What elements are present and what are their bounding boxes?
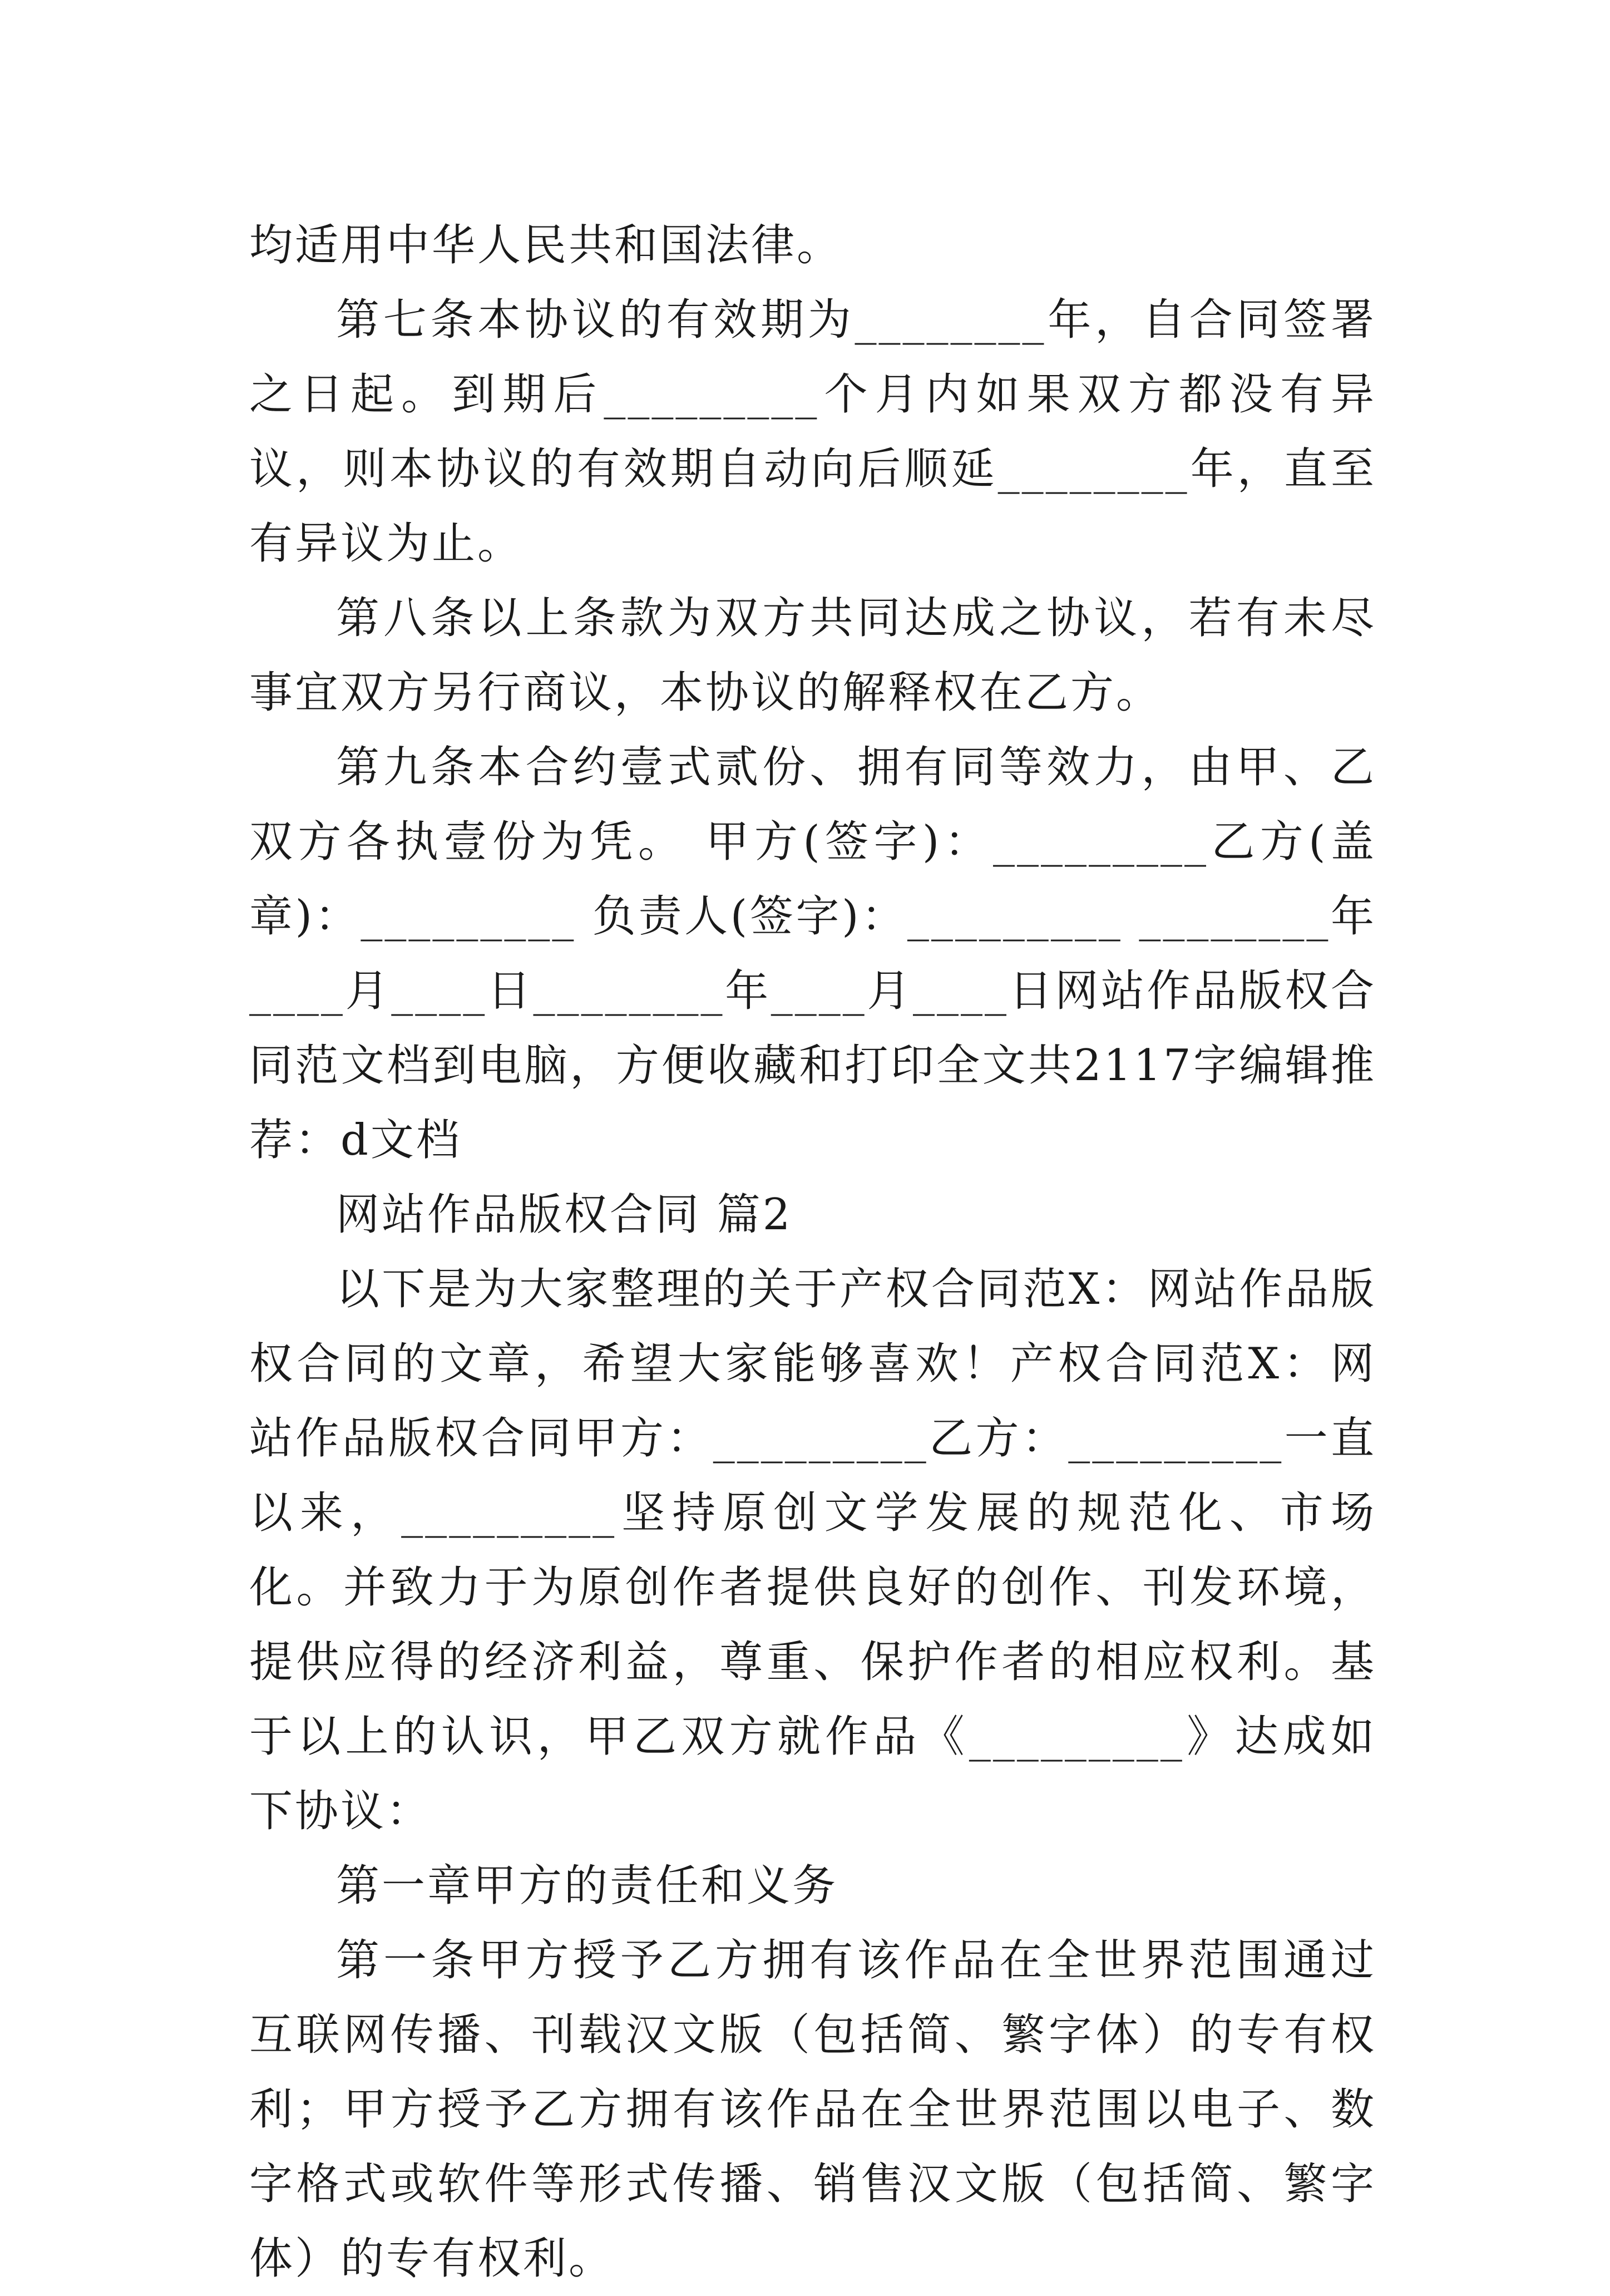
section-title-part-2: 网站作品版权合同 篇2 bbox=[336, 1190, 793, 1240]
document-body bbox=[249, 208, 1376, 2296]
paragraph-article-7: 第七条本协议的有效期为________年，自合同签署之日起。到期后_________个月内如果双方都没有异议，则本协议的有效期自动向后顺延________年，直至有异议为止。 bbox=[249, 295, 1376, 569]
paragraph-applicable-law: 均适用中华人民共和国法律。 bbox=[249, 220, 843, 270]
paragraph-introduction: 以下是为大家整理的关于产权合同范X：网站作品版权合同的文章，希望大家能够喜欢！产权合同范X：网站作品版权合同甲方：_________乙方：_________一直以来，_________坚持原创文学发展的规范化、市场化。并致力于为原创作者提供良好的创作、刊发环境，提供应得的经济利益，尊重、保护作者的相应权利。基于以上的认识，甲乙双方就作品《_________》达成如下协议： bbox=[249, 1264, 1376, 1836]
chapter-title-party-a-duties: 第一章甲方的责任和义务 bbox=[336, 1861, 838, 1911]
paragraph-article-9-signatures: 第九条本合约壹式贰份、拥有同等效力，由甲、乙双方各执壹份为凭。 甲方(签字)：_________乙方(盖章)：_________ 负责人(签字)：_________ ________年____月____日________年____月____日网站作品版权合同范文档到电脑，方便收藏和打印全文共2117字编辑推荐：d文档 bbox=[249, 742, 1376, 1165]
paragraph-article-1-rights: 第一条甲方授予乙方拥有该作品在全世界范围通过互联网传播、刊载汉文版（包括简、繁字体）的专有权利；甲方授予乙方拥有该作品在全世界范围以电子、数字格式或软件等形式传播、销售汉文版（包括简、繁字体）的专有权利。 bbox=[249, 1935, 1376, 2284]
paragraph-article-8: 第八条以上条款为双方共同达成之协议，若有未尽事宜双方另行商议，本协议的解释权在乙方。 bbox=[249, 593, 1376, 718]
